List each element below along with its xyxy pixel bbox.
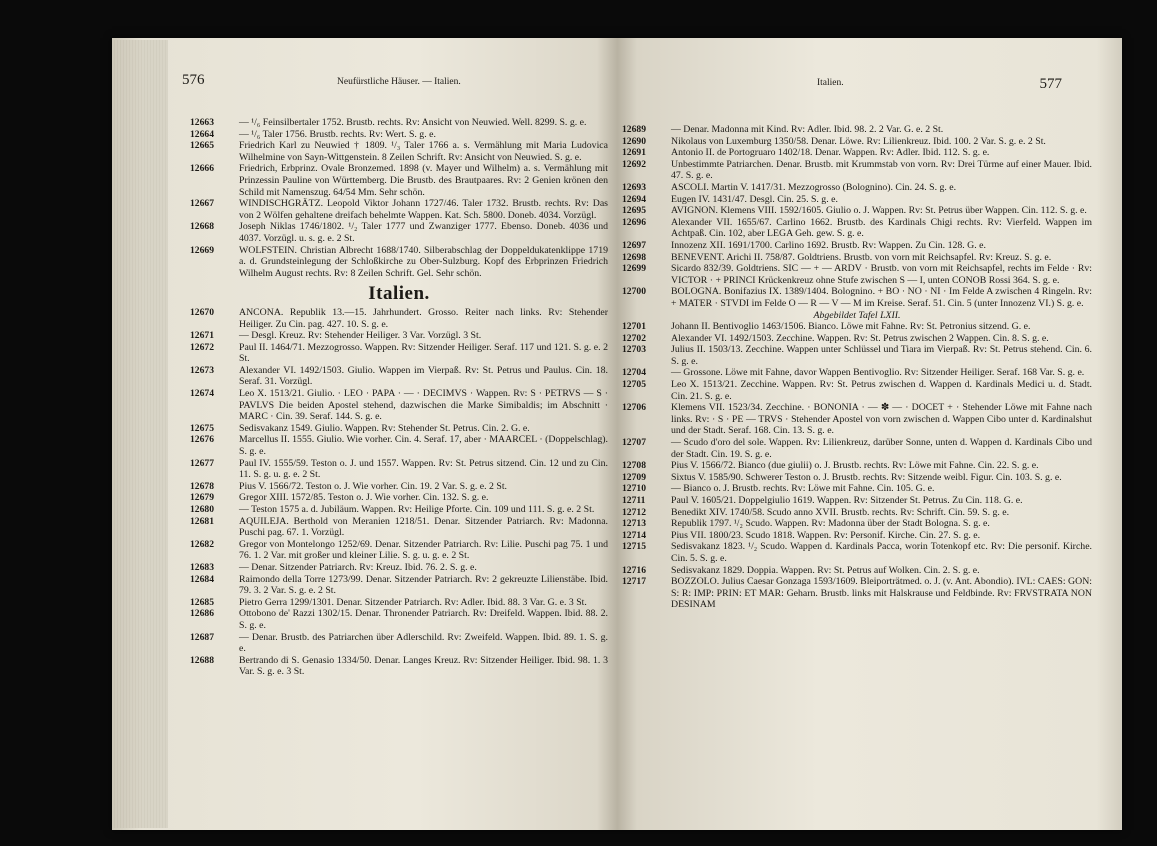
catalog-entry (190, 221, 608, 244)
lot-number: 12670 (190, 306, 214, 318)
catalog-entry (622, 252, 1092, 264)
lot-description: — ¹/₆ Taler 1756. Brustb. rechts. Rv: Wert. S. g. e. (239, 128, 436, 140)
catalog-entry (622, 565, 1092, 577)
lot-description: Paul IV. 1555/59. Teston o. J. und 1557. Wappen. Rv: St. Petrus sitzend. Cin. 12 und zu Cin. 11. S. g. u. g. e. 2 St. (239, 457, 608, 481)
lot-number: 12706 (622, 402, 646, 414)
lot-number: 12673 (190, 364, 214, 376)
catalog-entry (190, 562, 608, 574)
catalog-entry (622, 472, 1092, 484)
lot-number: 12684 (190, 573, 214, 585)
lot-number: 12698 (622, 251, 646, 263)
catalog-entry (622, 437, 1092, 460)
lot-number: 12702 (622, 332, 646, 344)
lot-number: 12696 (622, 216, 646, 228)
lot-description: — Denar. Sitzender Patriarch. Rv: Kreuz. Ibid. 76. 2. S. g. e. (239, 561, 477, 573)
lot-number: 12666 (190, 163, 214, 175)
lot-number: 12694 (622, 193, 646, 205)
lot-number: 12693 (622, 181, 646, 193)
lot-description: Sedisvakanz 1829. Doppia. Wappen. Rv: St. Petrus auf Wolken. Cin. 2. S. g. e. (671, 564, 980, 576)
lot-description: Friedrich Karl zu Neuwied † 1809. ¹/₃ Taler 1766 a. s. Vermählung mit Maria Ludovica Wilhelmine von Sayn-Wittgenstein. 8 Zeilen Schrift. Rv: Ansicht von Neuwied. S. g. e. (239, 140, 608, 163)
lot-description: Sixtus V. 1585/90. Schwerer Teston o. J. Brustb. rechts. Rv: Sitzende weibl. Figur. Cin. 103. S. g. e. (671, 471, 1062, 483)
lot-number: 12672 (190, 341, 214, 353)
lot-number: 12676 (190, 434, 214, 446)
catalog-entry (190, 492, 608, 504)
lot-description: Gregor von Montelongo 1252/69. Denar. Sitzender Patriarch. Rv: Lilie. Puschi pag 75. 1 und 76. 1. 2 Var. mit großer und kleiner Lilie. S. g. u. g. e. 2 St. (239, 538, 608, 562)
lot-number: 12717 (622, 576, 646, 588)
lot-description: Gregor XIII. 1572/85. Teston o. J. Wie vorher. Cin. 132. S. g. e. (239, 492, 489, 504)
lot-number: 12697 (622, 239, 646, 251)
lot-description: Paul V. 1605/21. Doppelgiulio 1619. Wappen. Rv: Sitzender St. Petrus. Zu Cin. 118. G. e. (671, 495, 1023, 506)
catalog-entry (190, 539, 608, 562)
right-running-head: Italien. (817, 78, 844, 88)
lot-number: 12692 (622, 158, 646, 170)
lot-description: Sedisvakanz 1823. ¹/₂ Scudo. Wappen d. Kardinals Pacca, worin Totenkopf etc. Rv: Die personif. Kirche. Cin. 5. S. g. e. (671, 541, 1092, 564)
lot-description: AVIGNON. Klemens VIII. 1592/1605. Giulio o. J. Wappen. Rv: St. Petrus über Wappen. Cin. 112. S. g. e. (671, 205, 1087, 217)
catalog-entry (190, 516, 608, 539)
catalog-entry (622, 333, 1092, 345)
catalog-entry (622, 483, 1092, 495)
catalog-entry (190, 655, 608, 678)
catalog-entry (190, 117, 608, 129)
lot-description: Republik 1797. ¹/₂ Scudo. Wappen. Rv: Madonna über der Stadt Bologna. S. g. e. (671, 518, 990, 530)
lot-number: 12667 (190, 198, 214, 210)
lot-number: 12688 (190, 654, 214, 666)
catalog-entry (622, 263, 1092, 286)
catalog-entry (622, 344, 1092, 367)
lot-number: 12710 (622, 483, 646, 495)
lot-number: 12708 (622, 460, 646, 472)
catalog-entry (622, 530, 1092, 542)
lot-number: 12695 (622, 205, 646, 217)
catalog-entry (622, 495, 1092, 507)
lot-description: Pius VII. 1800/23. Scudo 1818. Wappen. Rv: Personif. Kirche. Cin. 27. S. g. e. (671, 529, 981, 541)
lot-number: 12711 (622, 495, 646, 506)
lot-number: 12701 (622, 321, 646, 333)
catalog-entry (190, 342, 608, 365)
lot-description: Sicardo 832/39. Goldtriens. SIC — + — ARDV · Brustb. von vorn mit Reichsapfel, rechts im Felde · Rv: VICTOR · + PRINCI Krückenkreuz ohne Stufe zwischen S — I, unten CONOB Rossi 364. S. g. e. (671, 263, 1092, 286)
catalog-entry (190, 140, 608, 163)
catalog-entry (622, 194, 1092, 206)
lot-number: 12699 (622, 263, 646, 275)
lot-number: 12685 (190, 596, 214, 608)
catalog-entry (622, 205, 1092, 217)
lot-number: 12665 (190, 140, 214, 152)
left-page-number: 576 (182, 72, 205, 88)
lot-description: Unbestimmte Patriarchen. Denar. Brustb. mit Krummstab von vorn. Rv: Drei Türme auf einer Mauer. Ibid. 47. S. g. e. (671, 158, 1092, 182)
lot-description: Leo X. 1513/21. Zecchine. Wappen. Rv: St. Petrus zwischen d. Wappen d. Kardinals Medici u. d. Stadt. Cin. 21. S. g. e. (671, 379, 1092, 402)
catalog-entry (622, 321, 1092, 333)
lot-number: 12682 (190, 538, 214, 550)
lot-number: 12691 (622, 147, 646, 159)
catalog-entry (622, 507, 1092, 519)
lot-description: BENEVENT. Arichi II. 758/87. Goldtriens. Brustb. von vorn mit Reichsapfel. Rv: Kreuz. S. g. e. (671, 251, 1052, 263)
lot-number: 12714 (622, 529, 646, 541)
lot-description: Klemens VII. 1523/34. Zecchine. · BONONIA · — ✽ — · DOCET + · Stehender Löwe mit Fahne nach links. Rv: · S · PE — TRVS · Stehender Apostel von vorn zwischen d. Wappen Cibo unter d. Kardinalshut und der Stadt. Seraf. 168. Cin. 13. S. g. e. (671, 402, 1092, 437)
lot-number: 12679 (190, 492, 214, 504)
lot-description: Benedikt XIV. 1740/58. Scudo anno XVII. Brustb. rechts. Rv: Schrift. Cin. 59. S. g. e. (671, 506, 1010, 518)
lot-description: Joseph Niklas 1746/1802. ¹/₂ Taler 1777 und Zwanziger 1777. Ebenso. Doneb. 4036 und 4037. Vorzügl. u. s. g. e. 2 St. (239, 221, 608, 244)
lot-description: Innozenz XII. 1691/1700. Carlino 1692. Brustb. Rv: Wappen. Zu Cin. 128. G. e. (671, 239, 986, 251)
lot-description: — Teston 1575 a. d. Jubiläum. Wappen. Rv: Heilige Pforte. Cin. 109 und 111. S. g. e. 2 St. (239, 504, 595, 515)
lot-description: Leo X. 1513/21. Giulio. · LEO · PAPA · — · DECIMVS · Wappen. Rv: S · PETRVS — S · PAVLVS Die beiden Apostel stehend, dazwischen die Marke Simibaldis; im Abschnitt · MARC · Cin. 39. Seraf. 144. S. g. e. (239, 388, 608, 423)
catalog-entry (622, 541, 1092, 564)
catalog-entry (190, 198, 608, 221)
catalog-entry (622, 159, 1092, 182)
catalog-entry (190, 388, 608, 423)
page-edges (112, 40, 168, 828)
catalog-entry (622, 147, 1092, 159)
lot-description: Paul II. 1464/71. Mezzogrosso. Wappen. Rv: Sitzender Heiliger. Seraf. 117 und 121. S. g. e. 2 St. (239, 341, 608, 365)
lot-description: — Denar. Brustb. des Patriarchen über Adlerschild. Rv: Zweifeld. Wappen. Ibid. 89. 1. S. g. e. (239, 631, 608, 655)
lot-description: Pius V. 1566/72. Bianco (due giulii) o. J. Brustb. rechts. Rv: Löwe mit Fahne. Cin. 22. S. g. e. (671, 460, 1039, 472)
lot-number: 12689 (622, 124, 646, 135)
catalog-entry (622, 460, 1092, 472)
lot-number: 12713 (622, 518, 646, 530)
lot-description: Alexander VI. 1492/1503. Zecchine. Wappen. Rv: St. Petrus zwischen 2 Wappen. Cin. 8. S. g. e. (671, 332, 1049, 344)
catalog-entry (190, 434, 608, 457)
catalog-entry (622, 286, 1092, 309)
lot-description: — ¹/₆ Feinsilbertaler 1752. Brustb. rechts. Rv: Ansicht von Neuwied. Well. 8299. S. g. e. (239, 117, 587, 128)
catalog-entry (190, 163, 608, 198)
catalog-entry (190, 365, 608, 388)
lot-number: 12675 (190, 422, 214, 434)
catalog-entry (190, 608, 608, 631)
catalog-entry (190, 597, 608, 609)
catalog-entry (622, 518, 1092, 530)
left-running-head: Neufürstliche Häuser. — Italien. (337, 77, 461, 87)
lot-description: Eugen IV. 1431/47. Desgl. Cin. 25. S. g. e. (671, 193, 838, 205)
lot-description: Sedisvakanz 1549. Giulio. Wappen. Rv: Stehender St. Petrus. Cin. 2. G. e. (239, 422, 530, 434)
lot-number: 12715 (622, 541, 646, 553)
lot-number: 12669 (190, 244, 214, 256)
catalog-entry (190, 458, 608, 481)
lot-number: 12705 (622, 379, 646, 391)
lot-description: BOZZOLO. Julius Caesar Gonzaga 1593/1609. Bleiporträtmed. o. J. (v. Ant. Abondio). IVL: CAES: GON: S: R: IMP: PRIN: ET MAR: Geharn. Brustb. links mit Halskrause und Feldbinde. Rv: FRVSTRATA NON DESINAM (671, 576, 1092, 611)
catalog-entry (190, 330, 608, 342)
lot-description: — Desgl. Kreuz. Rv: Stehender Heiliger. 3 Var. Vorzügl. 3 St. (239, 330, 482, 342)
catalog-entry (622, 217, 1092, 240)
lot-number: 12683 (190, 561, 214, 573)
right-page-text (622, 124, 1092, 611)
lot-number: 12680 (190, 504, 214, 515)
lot-number: 12687 (190, 631, 214, 643)
lot-description: Pius V. 1566/72. Teston o. J. Wie vorher. Cin. 19. 2 Var. S. g. e. 2 St. (239, 480, 507, 492)
lot-description: Antonio II. de Portogruaro 1402/18. Denar. Wappen. Rv: Adler. Ibid. 112. S. g. e. (671, 147, 990, 159)
figure-caption: Abgebildet Tafel LXII. (813, 309, 901, 321)
lot-number: 12664 (190, 128, 214, 140)
lot-number: 12668 (190, 221, 214, 233)
left-page (112, 38, 617, 830)
lot-description: — Denar. Madonna mit Kind. Rv: Adler. Ibid. 98. 2. 2 Var. G. e. 2 St. (671, 124, 944, 135)
lot-description: Raimondo della Torre 1273/99. Denar. Sitzender Patriarch. Rv: 2 gekreuzte Lilienstäbe. Ibid. 79. 3. 2 Var. S. g. e. 2 St. (239, 573, 608, 597)
catalog-entry (622, 576, 1092, 611)
catalog-entry (190, 574, 608, 597)
lot-number: 12709 (622, 471, 646, 483)
catalog-entry (190, 307, 608, 330)
entries-bottom (190, 307, 608, 678)
lot-description: BOLOGNA. Bonifazius IX. 1389/1404. Bolognino. + BO · NO · NI · Im Felde A zwischen 4 Ringeln. Rv: + MATER · STVDI im Felde O — R — V — M im Kreise. Seraf. 51. Cin. 5 (unter Innozenz VI.) S. g. e. (671, 286, 1092, 309)
lot-description: Pietro Gerra 1299/1301. Denar. Sitzender Patriarch. Rv: Adler. Ibid. 88. 3 Var. G. e. 3 St. (239, 596, 587, 608)
lot-number: 12663 (190, 117, 214, 128)
lot-description: Alexander VI. 1492/1503. Giulio. Wappen im Vierpaß. Rv: St. Petrus und Paulus. Cin. 18. Seraf. 31. Vorzügl. (239, 364, 608, 388)
catalog-entry (622, 124, 1092, 136)
lot-description: WOLFSTEIN. Christian Albrecht 1688/1740. Silberabschlag der Doppeldukatenklippe 1719 a. d. Grundsteinlegung der Schloßkirche zu Ober-Sulzburg. Kopf des Erbprinzen Friedrich Wilhelm August rechts. Rv: 8 Zeilen Schrift. Gel. Sehr schön. (239, 244, 608, 279)
lot-description: ASCOLI. Martin V. 1417/31. Mezzogrosso (Bolognino). Cin. 24. S. g. e. (671, 181, 957, 193)
lot-description: Johann II. Bentivoglio 1463/1506. Bianco. Löwe mit Fahne. Rv: St. Petronius sitzend. G. e. (671, 321, 1031, 333)
right-page-number: 577 (1039, 76, 1062, 92)
lot-description: Friedrich, Erbprinz. Ovale Bronzemed. 1898 (v. Mayer und Wilhelm) a. s. Vermählung mit Prinzessin Pauline von Württemberg. Die Brustb. des Brautpaares. Rv: 2 Genien krönen den Schild mit Namenszug. 64/54 Mm. Sehr schön. (239, 163, 608, 198)
catalog-entry (622, 367, 1092, 379)
section-title: Italien. (368, 283, 430, 305)
lot-description: Marcellus II. 1555. Giulio. Wie vorher. Cin. 4. Seraf. 17, aber · MAARCEL · (Doppelschlag). S. g. e. (239, 434, 608, 458)
lot-number: 12700 (622, 286, 646, 298)
catalog-entry (622, 402, 1092, 437)
lot-description: — Scudo d'oro del sole. Wappen. Rv: Lilienkreuz, darüber Sonne, unten d. Wappen d. Kardinals Cibo und der Stadt. Cin. 19. S. g. e. (671, 437, 1092, 460)
catalog-entry (622, 240, 1092, 252)
lot-number: 12674 (190, 388, 214, 400)
lot-number: 12686 (190, 608, 214, 620)
lot-number: 12712 (622, 506, 646, 518)
lot-description: AQUILEJA. Berthold von Meranien 1218/51. Denar. Sitzender Patriarch. Rv: Madonna. Puschi pag. 67. 1. Vorzügl. (239, 515, 608, 539)
lot-description: — Grossone. Löwe mit Fahne, davor Wappen Bentivoglio. Rv: Sitzender Heiliger. Seraf. 168 Var. S. g. e. (671, 367, 1085, 379)
lot-number: 12677 (190, 457, 214, 469)
entries-top (190, 117, 608, 279)
left-page-text (190, 117, 608, 678)
catalog-entry (190, 129, 608, 141)
lot-description: Nikolaus von Luxemburg 1350/58. Denar. Löwe. Rv: Lilienkreuz. Ibid. 100. 2 Var. S. g. e. 2 St. (671, 135, 1046, 147)
lot-number: 12681 (190, 515, 214, 527)
catalog-entry (190, 504, 608, 516)
lot-description: WINDISCHGRÄTZ. Leopold Viktor Johann 1727/46. Taler 1732. Brustb. rechts. Rv: Das von 2 Wölfen gehaltene dreifach behelmte Wappen. Kat. Sch. 5800. Doneb. 4034. Vorzügl. (239, 198, 608, 221)
lot-description: ANCONA. Republik 13.—15. Jahrhundert. Grosso. Reiter nach links. Rv: Stehender Heiliger. Zu Cin. pag. 427. 10. S. g. e. (239, 306, 608, 330)
right-page (617, 38, 1122, 830)
catalog-entry (190, 423, 608, 435)
lot-number: 12678 (190, 480, 214, 492)
catalog-entry (190, 245, 608, 280)
catalog-entry (622, 136, 1092, 148)
lot-number: 12703 (622, 344, 646, 356)
catalog-entry (190, 632, 608, 655)
lot-number: 12671 (190, 330, 214, 342)
lot-description: Ottobono de' Razzi 1302/15. Denar. Thronender Patriarch. Rv: Dreifeld. Wappen. Ibid. 88. 2. S. g. e. (239, 608, 608, 631)
catalog-entry (622, 182, 1092, 194)
catalog-entry (622, 379, 1092, 402)
lot-number: 12707 (622, 437, 646, 449)
entries-right (622, 124, 1092, 611)
lot-number: 12690 (622, 135, 646, 147)
lot-description: Alexander VII. 1655/67. Carlino 1662. Brustb. des Kardinals Chigi rechts. Rv: Vierfeld. Wappen im Achtpaß. Cin. 102, aber LEGA Geh. gew. S. g. e. (671, 216, 1092, 240)
lot-number: 12716 (622, 564, 646, 576)
lot-description: Julius II. 1503/13. Zecchine. Wappen unter Schlüssel und Tiara im Vierpaß. Rv: St. Petrus stehend. Cin. 6. S. g. e. (671, 344, 1092, 367)
lot-description: Bertrando di S. Genasio 1334/50. Denar. Langes Kreuz. Rv: Sitzender Heiliger. Ibid. 98. 1. 3 Var. S. g. e. 3 St. (239, 654, 608, 678)
lot-number: 12704 (622, 367, 646, 379)
lot-description: — Bianco o. J. Brustb. rechts. Rv: Löwe mit Fahne. Cin. 105. G. e. (671, 483, 935, 495)
catalog-entry (190, 481, 608, 493)
